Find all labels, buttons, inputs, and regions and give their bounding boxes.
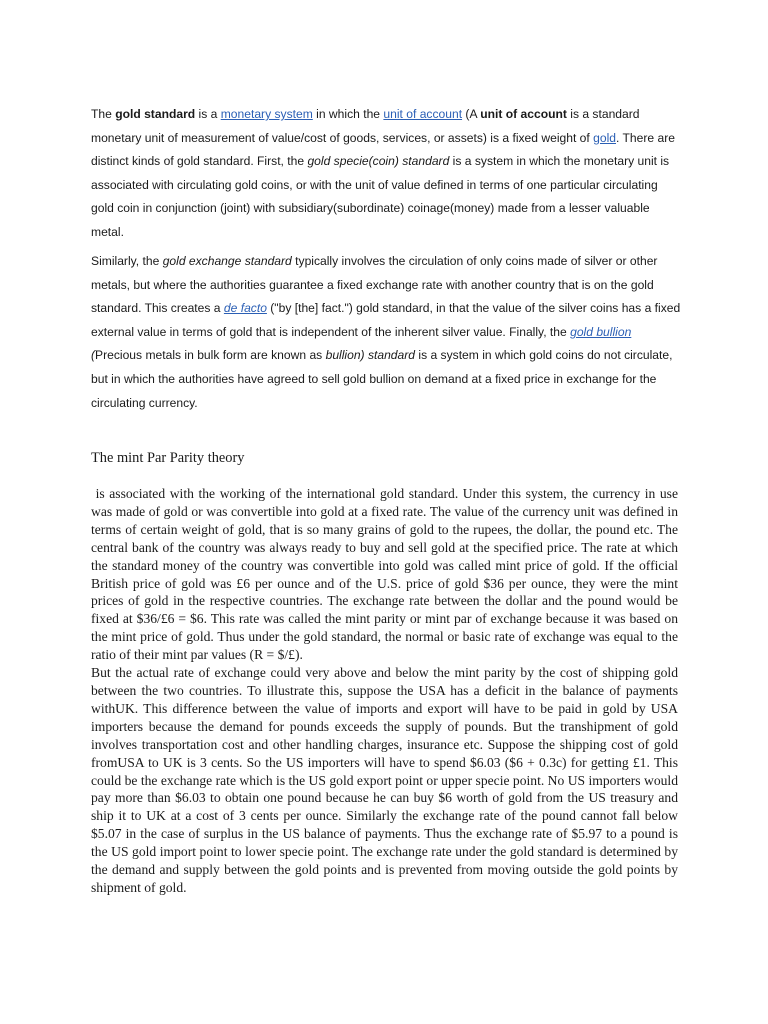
text: is a: [195, 107, 221, 121]
text: typically involves the circulation of only coins made of silver or other metals, but where the authorities guarantee a fixed exchange rate with another country that is on the gold standard. This creates a: [91, 254, 658, 316]
italic-term-gold-exchange-standard: gold exchange standard: [162, 254, 292, 268]
text: is a system in which gold coins do not circulate, but in which the authorities have agreed to sell gold bullion on demand at a fixed price in exchange for the circulating currency.: [91, 348, 673, 410]
link-monetary-system[interactable]: monetary system: [220, 107, 313, 121]
link-gold-bullion[interactable]: gold bullion: [570, 324, 632, 339]
text: Similarly, the: [91, 254, 163, 268]
text: is a standard monetary unit of measurement of value/cost of goods, services, or assets) is a fixed weight of: [91, 107, 640, 145]
text: ("by [the] fact.") gold standard, in that the value of the silver coins has a fixed external value in terms of gold that is independent of the inherent silver value. Finally, the: [91, 301, 681, 339]
text: . There are distinct kinds of gold standard. First, the: [91, 130, 675, 169]
italic-term-bullion-standard: bullion) standard: [325, 348, 416, 363]
link-gold[interactable]: gold: [593, 130, 617, 145]
gold-exchange-standard-paragraph: [91, 250, 681, 415]
text: (: [91, 348, 96, 363]
mint-par-body: [91, 485, 682, 897]
link-unit-of-account[interactable]: unit of account: [383, 107, 463, 121]
mint-par-paragraph-1: is associated with the working of the international gold standard. Under this system, the currency in use was made of gold or was convertible into gold at a fixed rate. The value of the currency unit was defined in terms of certain weight of gold, that is so many grains of gold to the rupees, the dollar, the pound etc. The central bank of the country was always ready to buy and sell gold at the specified price. The rate at which the standard money of the country was convertible into gold was called mint price of gold. If the official British price of gold was £6 per ounce and of the U.S. price of gold $36 per ounce, they were the mint prices of gold in the respective countries. The exchange rate between the dollar and the pound would be fixed at $36/£6 = $6. This rate was called the mint parity or mint par of exchange because it was based on the mint price of gold. Thus under the gold standard, the normal or basic rate of exchange was equal to the ratio of their mint par values (R = $/£).: [91, 486, 682, 663]
section-heading: The mint Par Parity theory: [91, 450, 245, 466]
text: is a system in which the monetary unit is associated with circulating gold coins, or with the unit of value defined in terms of one particular circulating gold coin in conjunction (joint) with subsidiary(subordinate) coinage(money) made from a lesser valuable metal.: [91, 154, 670, 239]
mint-par-paragraph-2: But the actual rate of exchange could very above and below the mint parity by the cost of shipping gold between the two countries. To illustrate this, suppose the USA has a deficit in the balance of payments withUK. This difference between the value of imports and export will have to be paid in gold by USA importers because the demand for pounds exceeds the supply of pounds. But the transhipment of gold involves transportation cost and other handling charges, insurance etc. Suppose the shipping cost of gold fromUSA to UK is 3 cents. So the US importers will have to spend $6.03 ($6 + 0.3c) for getting £1. This could be the exchange rate which is the US gold export point or upper specie point. No US importers would pay more than $6.03 to obtain one pound because he can buy $6 worth of gold from the US treasury and ship it to UK at a cost of 3 cents per ounce. Similarly the exchange rate of the pound cannot fall below $5.07 in the case of surplus in the US balance of payments. Thus the exchange rate of $5.97 to a pound is the US gold import point to lower specie point. The exchange rate under the gold standard is determined by the demand and supply between the gold points and is prevented from moving outside the gold points by shipment of gold.: [91, 665, 678, 895]
text: (A: [462, 107, 481, 121]
italic-term-gold-specie-standard: gold specie(coin) standard: [307, 154, 450, 169]
link-de-facto[interactable]: de facto: [223, 301, 267, 316]
text: in which the: [312, 107, 384, 121]
text: Precious metals in bulk form are known as: [95, 348, 326, 363]
bold-term-unit-of-account: unit of account: [480, 107, 567, 121]
bold-term-gold-standard: gold standard: [115, 107, 196, 121]
gold-standard-intro-paragraph: [91, 103, 681, 245]
text: The: [91, 107, 116, 121]
